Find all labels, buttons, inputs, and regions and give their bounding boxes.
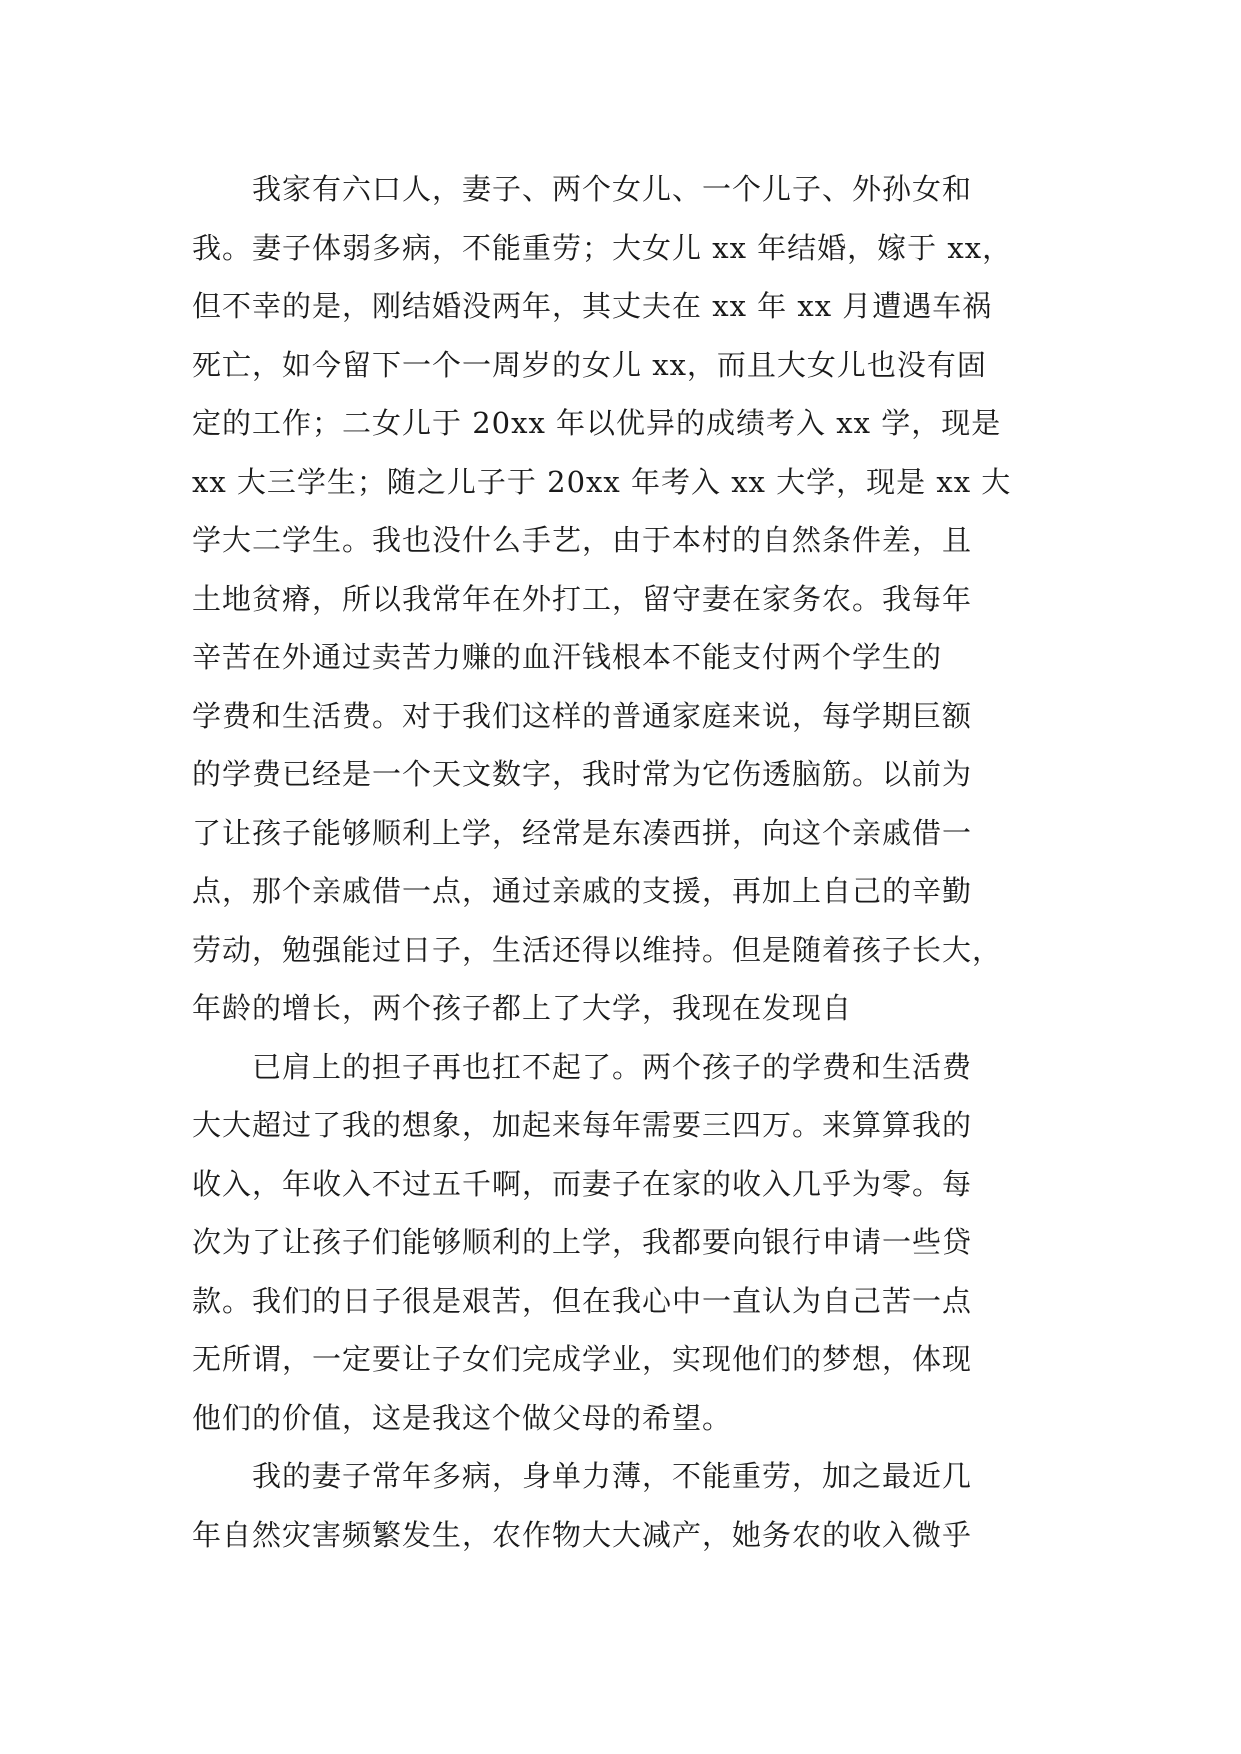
text-line: 他们的价值，这是我这个做父母的希望。 — [192, 1400, 733, 1435]
text-line: 收入，年收入不过五千啊，而妻子在家的收入几乎为零。每 — [192, 1166, 973, 1201]
text-line: 学大二学生。我也没什么手艺，由于本村的自然条件差，且 — [192, 523, 973, 557]
text-line: 但不幸的是，刚结婚没两年，其丈夫在 xx 年 xx 月遭遇车祸 — [192, 289, 993, 323]
text-line: 次为了让孩子们能够顺利的上学，我都要向银行申请一些贷 — [192, 1225, 973, 1259]
text-line: 大大超过了我的想象，加起来每年需要三四万。来算算我的 — [192, 1108, 973, 1142]
text-line: 辛苦在外通过卖苦力赚的血汗钱根本不能支付两个学生的 — [192, 640, 943, 674]
paragraph-2 — [192, 1038, 1052, 1448]
text-line: 土地贫瘠，所以我常年在外打工，留守妻在家务农。我每年 — [192, 581, 973, 616]
text-line: 定的工作；二女儿于 20xx 年以优异的成绩考入 xx 学，现是 — [192, 406, 1002, 440]
document-body — [192, 160, 1052, 1564]
text-line: 无所谓，一定要让子女们完成学业，实现他们的梦想，体现 — [192, 1342, 973, 1376]
text-line: 死亡，如今留下一个一周岁的女儿 xx，而且大女儿也没有固 — [192, 347, 987, 382]
text-line: 我。妻子体弱多病，不能重劳；大女儿 xx 年结婚，嫁于 xx， — [192, 230, 1013, 265]
text-line: 点，那个亲戚借一点，通过亲戚的支援，再加上自己的辛勤 — [192, 874, 973, 908]
paragraph-1 — [192, 160, 1052, 1038]
text-line: 劳动，勉强能过日子，生活还得以维持。但是随着孩子长大， — [192, 932, 1003, 967]
text-line: 我家有六口人，妻子、两个女儿、一个儿子、外孙女和 — [192, 172, 973, 206]
paragraph-3 — [192, 1447, 1052, 1564]
text-line: 我的妻子常年多病，身单力薄，不能重劳，加之最近几 — [192, 1459, 973, 1493]
text-line: 款。我们的日子很是艰苦，但在我心中一直认为自己苦一点 — [192, 1283, 973, 1318]
text-line: 的学费已经是一个天文数字，我时常为它伤透脑筋。以前为 — [192, 757, 973, 791]
text-line: xx 大三学生；随之儿子于 20xx 年考入 xx 大学，现是 xx 大 — [192, 464, 1012, 499]
text-line: 了让孩子能够顺利上学，经常是东凑西拼，向这个亲戚借一 — [192, 815, 973, 850]
text-line: 年自然灾害频繁发生，农作物大大减产，她务农的收入微乎 — [192, 1517, 973, 1552]
text-line: 年龄的增长，两个孩子都上了大学，我现在发现自 — [192, 991, 853, 1025]
text-line: 学费和生活费。对于我们这样的普通家庭来说，每学期巨额 — [192, 698, 973, 733]
text-line: 已肩上的担子再也扛不起了。两个孩子的学费和生活费 — [192, 1049, 973, 1084]
